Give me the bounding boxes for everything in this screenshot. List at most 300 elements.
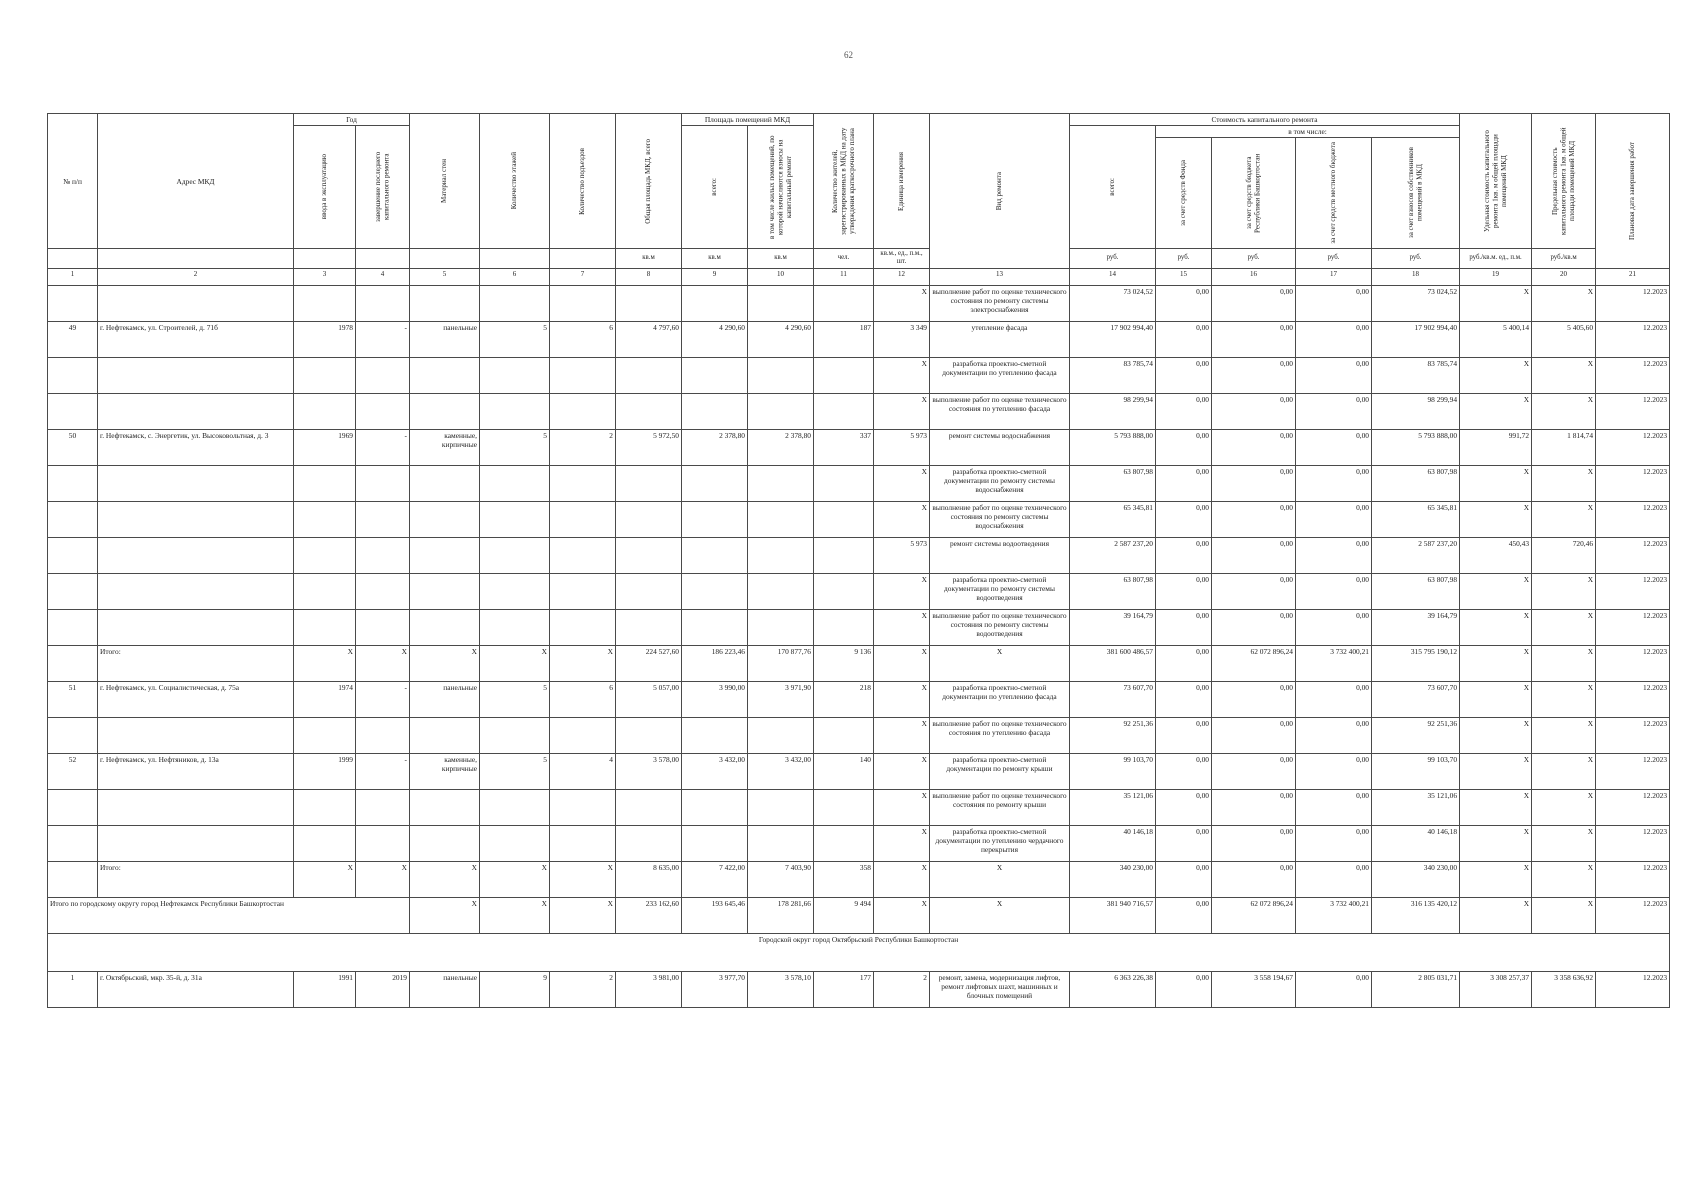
cell-mat: X xyxy=(410,645,480,681)
cell-lc: X xyxy=(1532,357,1596,393)
cell-res xyxy=(814,573,874,609)
header-group-cost: Стоимость капитального ремонта xyxy=(1070,114,1460,126)
cell-own: 5 793 888,00 xyxy=(1372,429,1460,465)
cell-mat xyxy=(410,609,480,645)
table-row xyxy=(48,753,1670,789)
cell-en: 2 xyxy=(550,429,616,465)
column-number-cell: 10 xyxy=(748,268,814,285)
cell-y2 xyxy=(356,393,410,429)
cell-date: 12.2023 xyxy=(1596,285,1670,321)
cell-loc: 0,00 xyxy=(1296,573,1372,609)
cell-unit: X xyxy=(874,825,930,861)
cell-fl: X xyxy=(480,897,550,933)
cell-date: 12.2023 xyxy=(1596,357,1670,393)
cell-tot: 381 600 486,57 xyxy=(1070,645,1156,681)
cell-mat xyxy=(410,717,480,753)
cell-a2: 7 403,90 xyxy=(748,861,814,897)
cell-date: 12.2023 xyxy=(1596,645,1670,681)
cell-y1 xyxy=(294,573,356,609)
cell-date: 12.2023 xyxy=(1596,753,1670,789)
cell-fl: 9 xyxy=(480,971,550,1007)
header-local-budget-label: за счет средств местного бюджета xyxy=(1329,142,1338,244)
header-repair-type-label: Вид ремонта xyxy=(995,171,1004,210)
cell-fund: 0,00 xyxy=(1156,717,1212,753)
header-floors-label: Количество этажей xyxy=(510,152,519,210)
cell-y2 xyxy=(356,609,410,645)
header-col-year-commission xyxy=(294,126,356,249)
cell-mat xyxy=(410,537,480,573)
cell-own: 35 121,06 xyxy=(1372,789,1460,825)
table-row xyxy=(48,429,1670,465)
unit-cell: руб./кв.м xyxy=(1532,249,1596,269)
cell-lc: X xyxy=(1532,285,1596,321)
header-fund-label: за счет средств Фонда xyxy=(1179,160,1188,226)
cell-res: 140 xyxy=(814,753,874,789)
cell-en xyxy=(550,789,616,825)
cell-a2 xyxy=(748,501,814,537)
cell-no xyxy=(48,465,98,501)
cell-a1 xyxy=(682,609,748,645)
table-row xyxy=(48,681,1670,717)
cell-res xyxy=(814,717,874,753)
cell-date: 12.2023 xyxy=(1596,537,1670,573)
header-group-premises-area: Площадь помещений МКД xyxy=(682,114,814,126)
cell-date: 12.2023 xyxy=(1596,321,1670,357)
cell-mat: панельные xyxy=(410,321,480,357)
cell-ta xyxy=(616,465,682,501)
header-col-owners xyxy=(1372,138,1460,249)
table-row xyxy=(48,789,1670,825)
table-body xyxy=(48,268,1670,1007)
column-number-cell: 12 xyxy=(874,268,930,285)
cell-fl xyxy=(480,501,550,537)
unit-cell xyxy=(410,249,480,269)
cell-y2: - xyxy=(356,753,410,789)
table-row xyxy=(48,971,1670,1007)
cell-lc: 720,46 xyxy=(1532,537,1596,573)
cell-unit: X xyxy=(874,609,930,645)
header-entrances-label: Количество подъездов xyxy=(578,147,587,215)
cell-mat: X xyxy=(410,897,480,933)
page-number: 62 xyxy=(844,50,853,60)
cell-fl xyxy=(480,393,550,429)
cell-y2 xyxy=(356,537,410,573)
cell-ta xyxy=(616,501,682,537)
cell-a1: 2 378,80 xyxy=(682,429,748,465)
cell-addr: Итого: xyxy=(98,645,294,681)
cell-rb: 0,00 xyxy=(1212,573,1296,609)
cell-tot: 83 785,74 xyxy=(1070,357,1156,393)
cell-lc: X xyxy=(1532,825,1596,861)
cell-fund: 0,00 xyxy=(1156,393,1212,429)
cell-loc: 0,00 xyxy=(1296,537,1372,573)
cell-date: 12.2023 xyxy=(1596,717,1670,753)
cell-own: 17 902 994,40 xyxy=(1372,321,1460,357)
cell-own: 2 805 031,71 xyxy=(1372,971,1460,1007)
cell-date: 12.2023 xyxy=(1596,429,1670,465)
column-number-cell: 4 xyxy=(356,268,410,285)
cell-own: 316 135 420,12 xyxy=(1372,897,1460,933)
cell-uc: 3 308 257,37 xyxy=(1460,971,1532,1007)
cell-en: 6 xyxy=(550,681,616,717)
cell-a1 xyxy=(682,537,748,573)
table-row xyxy=(48,321,1670,357)
cell-date: 12.2023 xyxy=(1596,789,1670,825)
cell-tot: 39 164,79 xyxy=(1070,609,1156,645)
header-col-year-last-repair xyxy=(356,126,410,249)
cell-fund: 0,00 xyxy=(1156,971,1212,1007)
cell-loc: 0,00 xyxy=(1296,429,1372,465)
cell-ta: 8 635,00 xyxy=(616,861,682,897)
cell-tot: 73 024,52 xyxy=(1070,285,1156,321)
capital-repair-plan-table xyxy=(47,113,1670,1008)
cell-a1: 4 290,60 xyxy=(682,321,748,357)
cell-rb: 0,00 xyxy=(1212,501,1296,537)
cell-res: 177 xyxy=(814,971,874,1007)
units-row xyxy=(48,249,1670,269)
header-residents-label: Количество жителей, зарегистрированных в МКД на дату утверждения краткосрочного плана xyxy=(830,127,856,235)
cell-fl: 5 xyxy=(480,753,550,789)
cell-loc: 0,00 xyxy=(1296,357,1372,393)
cell-en xyxy=(550,825,616,861)
cell-type: ремонт системы водоснабжения xyxy=(930,429,1070,465)
cell-date: 12.2023 xyxy=(1596,971,1670,1007)
cell-addr xyxy=(98,609,294,645)
header-group-year: Год xyxy=(294,114,410,126)
cell-type: утепление фасада xyxy=(930,321,1070,357)
cell-own: 340 230,00 xyxy=(1372,861,1460,897)
cell-res xyxy=(814,825,874,861)
cell-a2: 2 378,80 xyxy=(748,429,814,465)
cell-type: разработка проектно-сметной документации по ремонту крыши xyxy=(930,753,1070,789)
cell-loc: 0,00 xyxy=(1296,285,1372,321)
cell-own: 315 795 190,12 xyxy=(1372,645,1460,681)
cell-type: выполнение работ по оценке технического состояния по утеплению фасада xyxy=(930,393,1070,429)
cell-fund: 0,00 xyxy=(1156,897,1212,933)
cell-lc: X xyxy=(1532,393,1596,429)
column-number-cell: 5 xyxy=(410,268,480,285)
cell-no xyxy=(48,609,98,645)
subtotal-row xyxy=(48,645,1670,681)
cell-no xyxy=(48,537,98,573)
cell-lc: 3 358 636,92 xyxy=(1532,971,1596,1007)
cell-a1 xyxy=(682,357,748,393)
cell-y2 xyxy=(356,285,410,321)
cell-no: 1 xyxy=(48,971,98,1007)
cell-lc: 1 814,74 xyxy=(1532,429,1596,465)
table-row xyxy=(48,465,1670,501)
cell-no xyxy=(48,645,98,681)
cell-rb: 62 072 896,24 xyxy=(1212,645,1296,681)
cell-a2: 4 290,60 xyxy=(748,321,814,357)
cell-tot: 99 103,70 xyxy=(1070,753,1156,789)
cell-unit: X xyxy=(874,357,930,393)
cell-uc: X xyxy=(1460,357,1532,393)
header-col-floors xyxy=(480,114,550,249)
cell-addr: г. Нефтекамск, с. Энергетик, ул. Высоковольтная, д. 3 xyxy=(98,429,294,465)
cell-a2 xyxy=(748,717,814,753)
cell-y1: X xyxy=(294,861,356,897)
cell-fund: 0,00 xyxy=(1156,789,1212,825)
table-row xyxy=(48,537,1670,573)
cell-a2 xyxy=(748,465,814,501)
column-number-cell: 19 xyxy=(1460,268,1532,285)
cell-a2: 178 281,66 xyxy=(748,897,814,933)
cell-date: 12.2023 xyxy=(1596,897,1670,933)
column-number-cell: 20 xyxy=(1532,268,1596,285)
cell-tot: 65 345,81 xyxy=(1070,501,1156,537)
cell-uc: X xyxy=(1460,861,1532,897)
table-row xyxy=(48,393,1670,429)
cell-lc: X xyxy=(1532,501,1596,537)
header-col-rb-budget xyxy=(1212,138,1296,249)
cell-fl: 5 xyxy=(480,321,550,357)
cell-y2 xyxy=(356,717,410,753)
column-number-cell: 11 xyxy=(814,268,874,285)
cell-unit: X xyxy=(874,897,930,933)
cell-own: 73 024,52 xyxy=(1372,285,1460,321)
cell-type: разработка проектно-сметной документации по утеплению фасада xyxy=(930,357,1070,393)
cell-type: выполнение работ по оценке технического состояния по утеплению фасада xyxy=(930,717,1070,753)
cell-own: 98 299,94 xyxy=(1372,393,1460,429)
cell-no: 49 xyxy=(48,321,98,357)
cell-mat: каменные, кирпичные xyxy=(410,429,480,465)
cell-fl xyxy=(480,789,550,825)
unit-cell: руб. xyxy=(1296,249,1372,269)
cell-ta xyxy=(616,285,682,321)
cell-en: 6 xyxy=(550,321,616,357)
cell-loc: 0,00 xyxy=(1296,717,1372,753)
cell-a1: 3 977,70 xyxy=(682,971,748,1007)
cell-mat: панельные xyxy=(410,681,480,717)
header-unit-label: Единица измерения xyxy=(897,151,906,211)
cell-lc: X xyxy=(1532,861,1596,897)
column-number-cell: 1 xyxy=(48,268,98,285)
grand-total-row xyxy=(48,897,1670,933)
cell-uc: X xyxy=(1460,645,1532,681)
cell-rb: 0,00 xyxy=(1212,537,1296,573)
cell-uc: X xyxy=(1460,573,1532,609)
cell-loc: 0,00 xyxy=(1296,681,1372,717)
cell-addr xyxy=(98,501,294,537)
cell-loc: 0,00 xyxy=(1296,753,1372,789)
cell-lc: 5 405,60 xyxy=(1532,321,1596,357)
cell-addr: Итого: xyxy=(98,861,294,897)
cell-a1 xyxy=(682,501,748,537)
cell-y1: 1978 xyxy=(294,321,356,357)
cell-loc: 0,00 xyxy=(1296,971,1372,1007)
header-col-repair-type xyxy=(930,114,1070,269)
cell-tot: 63 807,98 xyxy=(1070,465,1156,501)
cell-no xyxy=(48,789,98,825)
cell-fl xyxy=(480,717,550,753)
cell-y1 xyxy=(294,825,356,861)
cell-tot: 381 940 716,57 xyxy=(1070,897,1156,933)
cell-rb: 0,00 xyxy=(1212,681,1296,717)
cell-loc: 0,00 xyxy=(1296,465,1372,501)
cell-unit: X xyxy=(874,393,930,429)
unit-cell xyxy=(98,249,294,269)
cell-tot: 6 363 226,38 xyxy=(1070,971,1156,1007)
cell-rb: 3 558 194,67 xyxy=(1212,971,1296,1007)
cell-a2 xyxy=(748,789,814,825)
cell-en xyxy=(550,285,616,321)
cell-fund: 0,00 xyxy=(1156,753,1212,789)
cell-ta: 3 578,00 xyxy=(616,753,682,789)
column-number-cell: 8 xyxy=(616,268,682,285)
cell-loc: 0,00 xyxy=(1296,609,1372,645)
cell-lc: X xyxy=(1532,465,1596,501)
unit-cell: кв.м xyxy=(682,249,748,269)
cell-y2 xyxy=(356,501,410,537)
cell-a1 xyxy=(682,717,748,753)
cell-y1 xyxy=(294,465,356,501)
cell-tot: 17 902 994,40 xyxy=(1070,321,1156,357)
cell-type: выполнение работ по оценке технического состояния по ремонту крыши xyxy=(930,789,1070,825)
cell-type: X xyxy=(930,861,1070,897)
cell-fl xyxy=(480,357,550,393)
cell-en xyxy=(550,573,616,609)
header-col-total-area xyxy=(616,114,682,249)
cell-res: 187 xyxy=(814,321,874,357)
cell-date: 12.2023 xyxy=(1596,465,1670,501)
cell-en xyxy=(550,501,616,537)
cell-fl: X xyxy=(480,861,550,897)
column-numbers-row xyxy=(48,268,1670,285)
cell-mat xyxy=(410,789,480,825)
cell-fund: 0,00 xyxy=(1156,501,1212,537)
cell-rb: 0,00 xyxy=(1212,357,1296,393)
cell-ta xyxy=(616,717,682,753)
cell-en xyxy=(550,393,616,429)
unit-cell xyxy=(550,249,616,269)
cell-mat: X xyxy=(410,861,480,897)
cell-rb: 0,00 xyxy=(1212,321,1296,357)
cell-unit: X xyxy=(874,645,930,681)
cell-res: 9 136 xyxy=(814,645,874,681)
cell-fl: X xyxy=(480,645,550,681)
cell-addr xyxy=(98,573,294,609)
cell-a2 xyxy=(748,537,814,573)
cell-a2 xyxy=(748,573,814,609)
cell-tot: 98 299,94 xyxy=(1070,393,1156,429)
cell-fl xyxy=(480,573,550,609)
cell-en xyxy=(550,357,616,393)
cell-fund: 0,00 xyxy=(1156,681,1212,717)
header-col-address: Адрес МКД xyxy=(98,114,294,249)
column-number-cell: 18 xyxy=(1372,268,1460,285)
header-cost-total-label: всего: xyxy=(1108,178,1117,196)
cell-loc: 0,00 xyxy=(1296,789,1372,825)
header-col-no: № п/п xyxy=(48,114,98,249)
cell-unit: 5 973 xyxy=(874,537,930,573)
cell-en: X xyxy=(550,645,616,681)
cell-fl xyxy=(480,537,550,573)
header-year-last-repair-label: завершение последнего капитального ремонта xyxy=(373,151,391,223)
cell-type: X xyxy=(930,897,1070,933)
cell-ta xyxy=(616,357,682,393)
cell-mat xyxy=(410,285,480,321)
cell-ta: 4 797,60 xyxy=(616,321,682,357)
cell-ta: 3 981,00 xyxy=(616,971,682,1007)
header-col-area-total xyxy=(682,126,748,249)
cell-res xyxy=(814,501,874,537)
cell-res: 218 xyxy=(814,681,874,717)
section-title-row xyxy=(48,933,1670,971)
column-number-cell: 3 xyxy=(294,268,356,285)
cell-a1: 186 223,46 xyxy=(682,645,748,681)
column-number-cell: 17 xyxy=(1296,268,1372,285)
cell-no xyxy=(48,825,98,861)
cell-no xyxy=(48,573,98,609)
cell-res xyxy=(814,465,874,501)
cell-lc: X xyxy=(1532,753,1596,789)
cell-a2: 3 971,90 xyxy=(748,681,814,717)
cell-unit: X xyxy=(874,861,930,897)
header-col-area-contrib xyxy=(748,126,814,249)
cell-uc: X xyxy=(1460,609,1532,645)
cell-own: 39 164,79 xyxy=(1372,609,1460,645)
unit-cell: кв.м xyxy=(616,249,682,269)
cell-loc: 3 732 400,21 xyxy=(1296,645,1372,681)
cell-loc: 0,00 xyxy=(1296,861,1372,897)
table-row xyxy=(48,573,1670,609)
cell-ta xyxy=(616,393,682,429)
cell-res xyxy=(814,789,874,825)
cell-loc: 0,00 xyxy=(1296,393,1372,429)
header-area-total-label: всего: xyxy=(710,178,719,196)
cell-fund: 0,00 xyxy=(1156,285,1212,321)
table-row xyxy=(48,609,1670,645)
header-group-incl: в том числе: xyxy=(1156,126,1460,138)
unit-cell: руб. xyxy=(1212,249,1296,269)
subtotal-row xyxy=(48,861,1670,897)
cell-unit: X xyxy=(874,789,930,825)
cell-rb: 0,00 xyxy=(1212,285,1296,321)
cell-date: 12.2023 xyxy=(1596,393,1670,429)
cell-no xyxy=(48,861,98,897)
cell-en: X xyxy=(550,861,616,897)
unit-cell: руб. xyxy=(1070,249,1156,269)
cell-en xyxy=(550,717,616,753)
cell-type: выполнение работ по оценке технического состояния по ремонту системы водоотведения xyxy=(930,609,1070,645)
column-number-cell: 16 xyxy=(1212,268,1296,285)
header-plan-date-label: Плановая дата завершения работ xyxy=(1628,141,1637,240)
cell-y1 xyxy=(294,609,356,645)
header-col-unit xyxy=(874,114,930,249)
cell-uc: X xyxy=(1460,285,1532,321)
cell-y1: 1969 xyxy=(294,429,356,465)
cell-mat xyxy=(410,393,480,429)
cell-no xyxy=(48,393,98,429)
cell-a2: 3 432,00 xyxy=(748,753,814,789)
header-total-area-label: Общая площадь МКД, всего xyxy=(644,138,653,224)
header-owners-label: за счет взносов собственников помещений в МКД xyxy=(1406,147,1424,239)
cell-fund: 0,00 xyxy=(1156,825,1212,861)
cell-ta: 5 972,50 xyxy=(616,429,682,465)
cell-ta xyxy=(616,609,682,645)
cell-uc: X xyxy=(1460,465,1532,501)
column-number-cell: 6 xyxy=(480,268,550,285)
cell-tot: 35 121,06 xyxy=(1070,789,1156,825)
cell-y1: 1991 xyxy=(294,971,356,1007)
header-unit-cost-label: Удельная стоимость капитального ремонта 1кв. м общей площади помещений МКД xyxy=(1482,130,1508,232)
cell-y1: 1999 xyxy=(294,753,356,789)
cell-lc: X xyxy=(1532,681,1596,717)
cell-res xyxy=(814,285,874,321)
cell-y2: - xyxy=(356,429,410,465)
cell-uc: X xyxy=(1460,753,1532,789)
